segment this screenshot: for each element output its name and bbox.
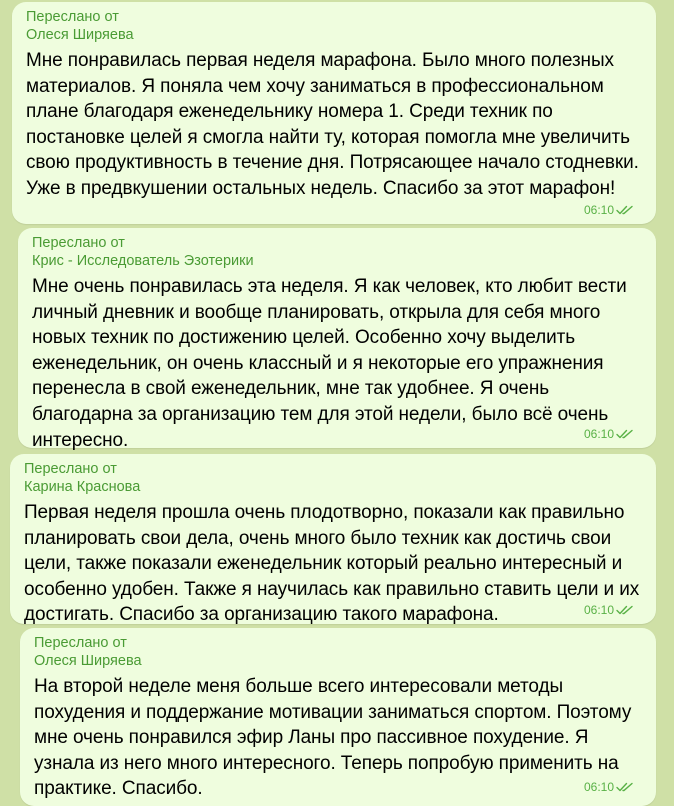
message-meta <box>584 427 634 441</box>
message-time: 06:10 <box>583 203 614 217</box>
double-check-icon <box>616 205 634 215</box>
forward-author[interactable]: Крис - Исследователь Эзотерики <box>32 253 254 269</box>
forward-label: Переслано от <box>32 235 125 251</box>
message-meta <box>584 780 634 794</box>
message-meta <box>584 603 634 617</box>
message-text: Первая неделя прошла очень плодотворно, показали как правильно планировать свои дела, очень много было техник как достичь свои цели, также показали еженедельник который реально интересный и особенно удобен. Также я научилась как правильно ставить цели и их достигать. Спасибо за организацию такого марафона. <box>24 502 640 626</box>
forward-author[interactable]: Олеся Ширяева <box>34 653 142 669</box>
forward-label: Переслано от <box>24 461 117 477</box>
double-check-icon <box>616 605 634 615</box>
forward-header[interactable] <box>26 8 642 44</box>
forward-label: Переслано от <box>34 635 127 651</box>
message-bubble[interactable] <box>12 2 656 224</box>
forward-author[interactable]: Карина Краснова <box>24 479 141 495</box>
forward-header[interactable] <box>34 634 642 670</box>
message-time: 06:10 <box>583 427 614 441</box>
forward-header[interactable] <box>32 234 642 270</box>
message-time: 06:10 <box>583 780 614 794</box>
message-bubble[interactable] <box>10 454 656 624</box>
message-bubble[interactable] <box>20 628 656 806</box>
message-meta <box>584 203 634 217</box>
double-check-icon <box>616 429 634 439</box>
message-text: Мне понравилась первая неделя марафона. Было много полезных материалов. Я поняла чем хочу заниматься в профессиональном плане благодаря еженедельнику номера 1. Среди техник по постановке целей я смогла найти ту, которая помогла мне увеличить свою продуктивность в течение дня. Потрясающее начало стодневки. Уже в предвкушении остальных недель. Спасибо за этот марафон! <box>26 50 639 199</box>
forward-label: Переслано от <box>26 9 119 25</box>
double-check-icon <box>616 782 634 792</box>
message-text: На второй неделе меня больше всего интересовали методы похудения и поддержание мотивации заниматься спортом. Поэтому мне очень понравился эфир Ланы про пассивное похудение. Я узнала из него много интересного. Теперь попробую применить на практике. Спасибо. <box>34 676 632 800</box>
forward-author[interactable]: Олеся Ширяева <box>26 27 134 43</box>
message-text: Мне очень понравилась эта неделя. Я как человек, кто любит вести личный дневник и вообще планировать, открыла для себя много новых техник по достижению целей. Особенно хочу выделить еженедельник, он очень классный и я некоторые его упражнения перенесла в свой еженедельник, мне так удобнее. Я очень благодарна за организацию тем для этой недели, было всё очень интересно. <box>32 276 627 451</box>
forward-header[interactable] <box>24 460 642 496</box>
message-bubble[interactable] <box>18 228 656 451</box>
message-time: 06:10 <box>583 603 614 617</box>
